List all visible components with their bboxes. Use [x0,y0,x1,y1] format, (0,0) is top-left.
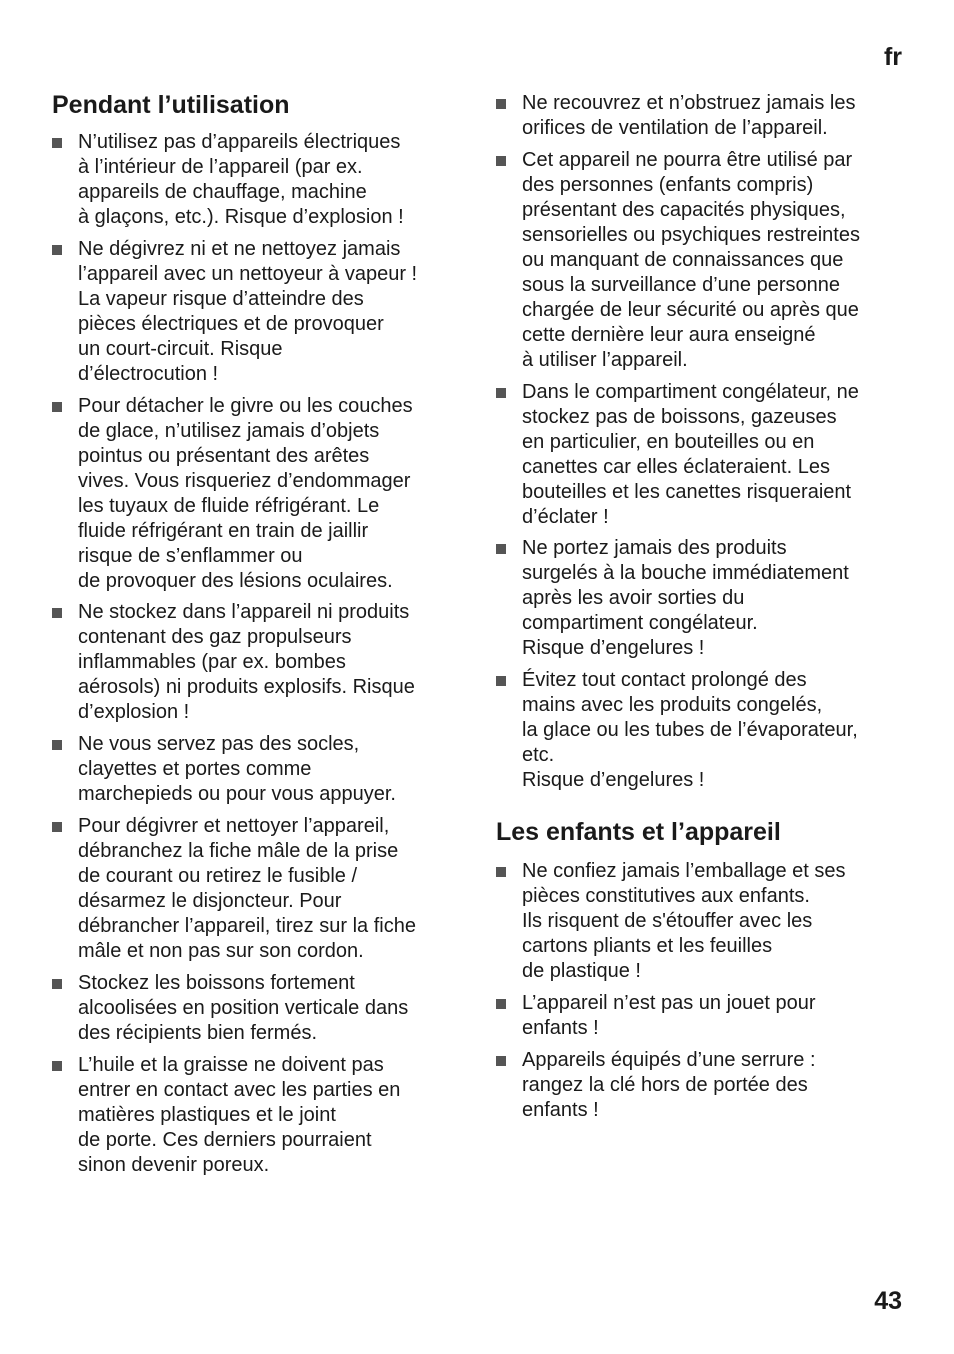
section-heading-children: Les enfants et l’appareil [496,818,781,847]
list-item [52,600,460,725]
square-bullet-icon [52,1061,62,1071]
list-item-text: Évitez tout contact prolongé des mains avec les produits congelés, la glace ou les tubes de l’évaporateur, etc. Risque d’engelures ! [522,669,858,792]
page-number: 43 [874,1287,902,1315]
list-item [496,991,906,1041]
list-item [496,91,906,141]
list-item-text: Pour dégivrer et nettoyer l’appareil, débranchez la fiche mâle de la prise de courant ou retirez le fusible / désarmez le disjoncteur. Pour débrancher l’appareil, tirez sur la fiche mâle et non pas sur son cordon. [78,814,416,962]
square-bullet-icon [496,1056,506,1066]
during-use-list-continued [496,91,906,793]
square-bullet-icon [496,676,506,686]
list-item-text: Appareils équipés d’une serrure : rangez la clé hors de portée des enfants ! [522,1048,816,1121]
square-bullet-icon [52,138,62,148]
list-item-text: Ne recouvrez et n’obstruez jamais les orifices de ventilation de l’appareil. [522,92,856,139]
square-bullet-icon [52,979,62,989]
section-heading-during-use: Pendant l’utilisation [52,91,290,119]
list-item [496,380,906,530]
list-item [52,814,460,964]
square-bullet-icon [52,402,62,412]
list-item [496,1048,906,1123]
list-item-text: Ne confiez jamais l’emballage et ses pièces constitutives aux enfants. Ils risquent de s'étouffer avec les cartons pliants et les feuilles de plastique ! [522,860,846,983]
list-item [52,732,460,807]
list-item [52,237,460,387]
square-bullet-icon [52,608,62,618]
square-bullet-icon [496,388,506,398]
list-item [52,394,460,594]
list-item [496,536,906,661]
list-item-text: Ne portez jamais des produits surgelés à la bouche immédiatement après les avoir sorties du compartiment congélateur. Risque d’engelures ! [522,537,849,660]
left-column [52,88,460,1184]
list-item [496,859,906,984]
square-bullet-icon [52,822,62,832]
list-item-text: N’utilisez pas d’appareils électriques à l’intérieur de l’appareil (par ex. appareils de chauffage, machine à glaçons, etc.). Risque d’explosion ! [78,131,404,228]
list-item [52,1053,460,1178]
list-item [52,130,460,230]
language-marker: fr [883,43,902,71]
square-bullet-icon [496,999,506,1009]
list-item-text: Ne dégivrez ni et ne nettoyez jamais l’appareil avec un nettoyeur à vapeur ! La vapeur risque d’atteindre des pièces électriques et de provoquer un court-circuit. Risque d’électrocution ! [78,237,418,385]
list-item [52,971,460,1046]
square-bullet-icon [496,544,506,554]
list-item-text: Cet appareil ne pourra être utilisé par des personnes (enfants compris) présentant des capacités physiques, sensorielles ou psychiques restreintes ou manquant de connaissances que sous la surveillance d’une personne chargée de leur sécurité ou après que cette dernière leur aura enseigné à utiliser l’appareil. [522,148,860,371]
list-item [496,148,906,373]
square-bullet-icon [52,740,62,750]
children-list [496,859,906,1123]
square-bullet-icon [496,99,506,109]
list-item-text: L’appareil n’est pas un jouet pour enfants ! [522,991,816,1039]
list-item-text: Stockez les boissons fortement alcoolisées en position verticale dans des récipients bien fermés. [78,971,409,1044]
right-column [496,88,906,1130]
list-item-text: Pour détacher le givre ou les couches de glace, n’utilisez jamais d’objets pointus ou présentant des arêtes vives. Vous risqueriez d’endommager les tuyaux de fluide réfrigérant. Le fluide réfrigérant en train de jaillir risque de s’enflammer ou de provoquer des lésions oculaires. [78,394,413,592]
list-item [496,668,906,793]
square-bullet-icon [496,156,506,166]
square-bullet-icon [52,245,62,255]
square-bullet-icon [496,867,506,877]
list-item-text: Dans le compartiment congélateur, ne stockez pas de boissons, gazeuses en particulier, en bouteilles ou en canettes car elles éclateraient. Les bouteilles et les canettes risqueraient d’éclater ! [522,380,859,528]
list-item-text: Ne stockez dans l’appareil ni produits contenant des gaz propulseurs inflammables (par ex. bombes aérosols) ni produits explosifs. Risque d’explosion ! [78,601,415,724]
list-item-text: L’huile et la graisse ne doivent pas entrer en contact avec les parties en matières plastiques et le joint de porte. Ces derniers pourraient sinon devenir poreux. [78,1053,401,1176]
during-use-list [52,130,460,1178]
list-item-text: Ne vous servez pas des socles, clayettes et portes comme marchepieds ou pour vous appuyer. [78,733,396,806]
